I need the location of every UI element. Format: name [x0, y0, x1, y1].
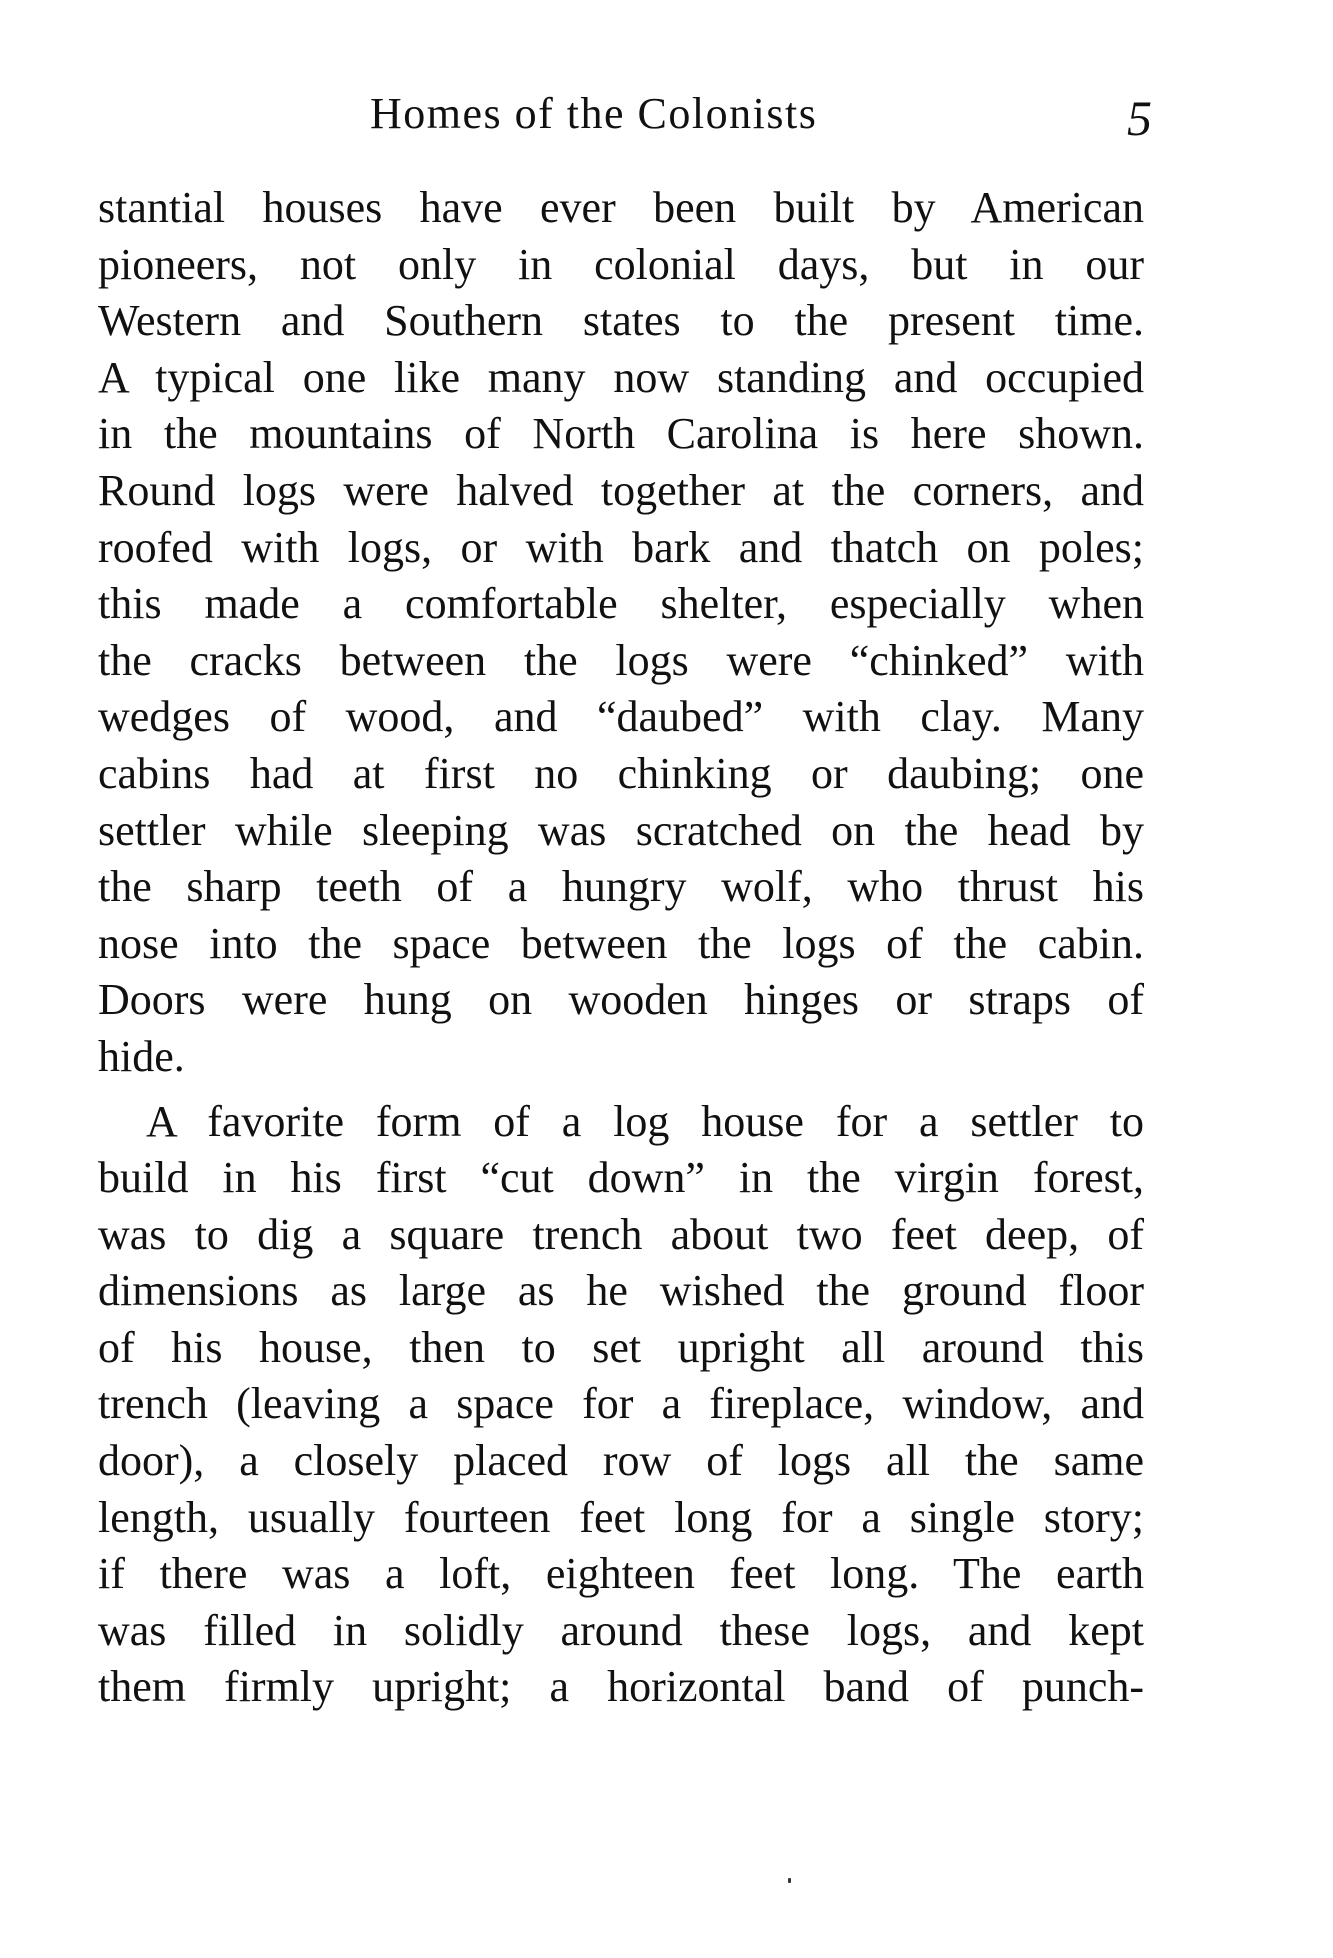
text-line: length, usually fourteen feet long for a single story;	[98, 1492, 1144, 1542]
text-line: nose into the space between the logs of the cabin.	[98, 918, 1144, 968]
text-line: door), a closely placed row of logs all the same	[98, 1436, 1144, 1486]
page-number: 5	[1127, 90, 1152, 146]
text-line: settler while sleeping was scratched on the head by	[98, 805, 1144, 855]
text-line: stantial houses have ever been built by American	[98, 183, 1144, 232]
text-line: A typical one like many now standing and occupied	[98, 352, 1144, 402]
text-line: roofed with logs, or with bark and thatch on poles;	[98, 522, 1144, 572]
paragraph-2	[98, 1094, 1144, 1717]
text-line: wedges of wood, and “daubed” with clay. Many	[98, 692, 1144, 742]
paragraph-gap	[98, 1086, 1144, 1094]
text-line: the cracks between the logs were “chinked” with	[98, 635, 1144, 685]
text-line: cabins had at first no chinking or daubing; one	[98, 748, 1144, 798]
text-line: dimensions as large as he wished the ground floor	[98, 1266, 1144, 1316]
text-line: Round logs were halved together at the corners, and	[98, 465, 1144, 515]
text-line: if there was a loft, eighteen feet long. The earth	[98, 1549, 1144, 1599]
body-text	[98, 180, 1144, 1716]
text-line: A favorite form of a log house for a settler to	[146, 1096, 1144, 1146]
text-line: them firmly upright; a horizontal band of punch-	[98, 1662, 1144, 1712]
text-line: build in his first “cut down” in the virgin forest,	[98, 1153, 1144, 1203]
print-speck	[788, 1878, 791, 1883]
text-line: Western and Southern states to the present time.	[98, 296, 1144, 346]
text-line: Doors were hung on wooden hinges or straps of	[98, 975, 1144, 1025]
text-line: pioneers, not only in colonial days, but in our	[98, 239, 1144, 289]
text-line: was to dig a square trench about two feet deep, of	[98, 1209, 1144, 1259]
text-line: this made a comfortable shelter, especially when	[98, 579, 1144, 629]
text-line: of his house, then to set upright all around this	[98, 1322, 1144, 1372]
running-head	[0, 88, 1333, 148]
paragraph-1	[98, 180, 1144, 1086]
text-line: the sharp teeth of a hungry wolf, who thrust his	[98, 862, 1144, 912]
running-title: Homes of the Colonists	[370, 89, 818, 138]
text-line: hide.	[98, 1031, 185, 1081]
text-line: was filled in solidly around these logs, and kept	[98, 1605, 1144, 1655]
text-line: in the mountains of North Carolina is here shown.	[98, 409, 1144, 459]
text-line: trench (leaving a space for a fireplace, window, and	[98, 1379, 1144, 1429]
